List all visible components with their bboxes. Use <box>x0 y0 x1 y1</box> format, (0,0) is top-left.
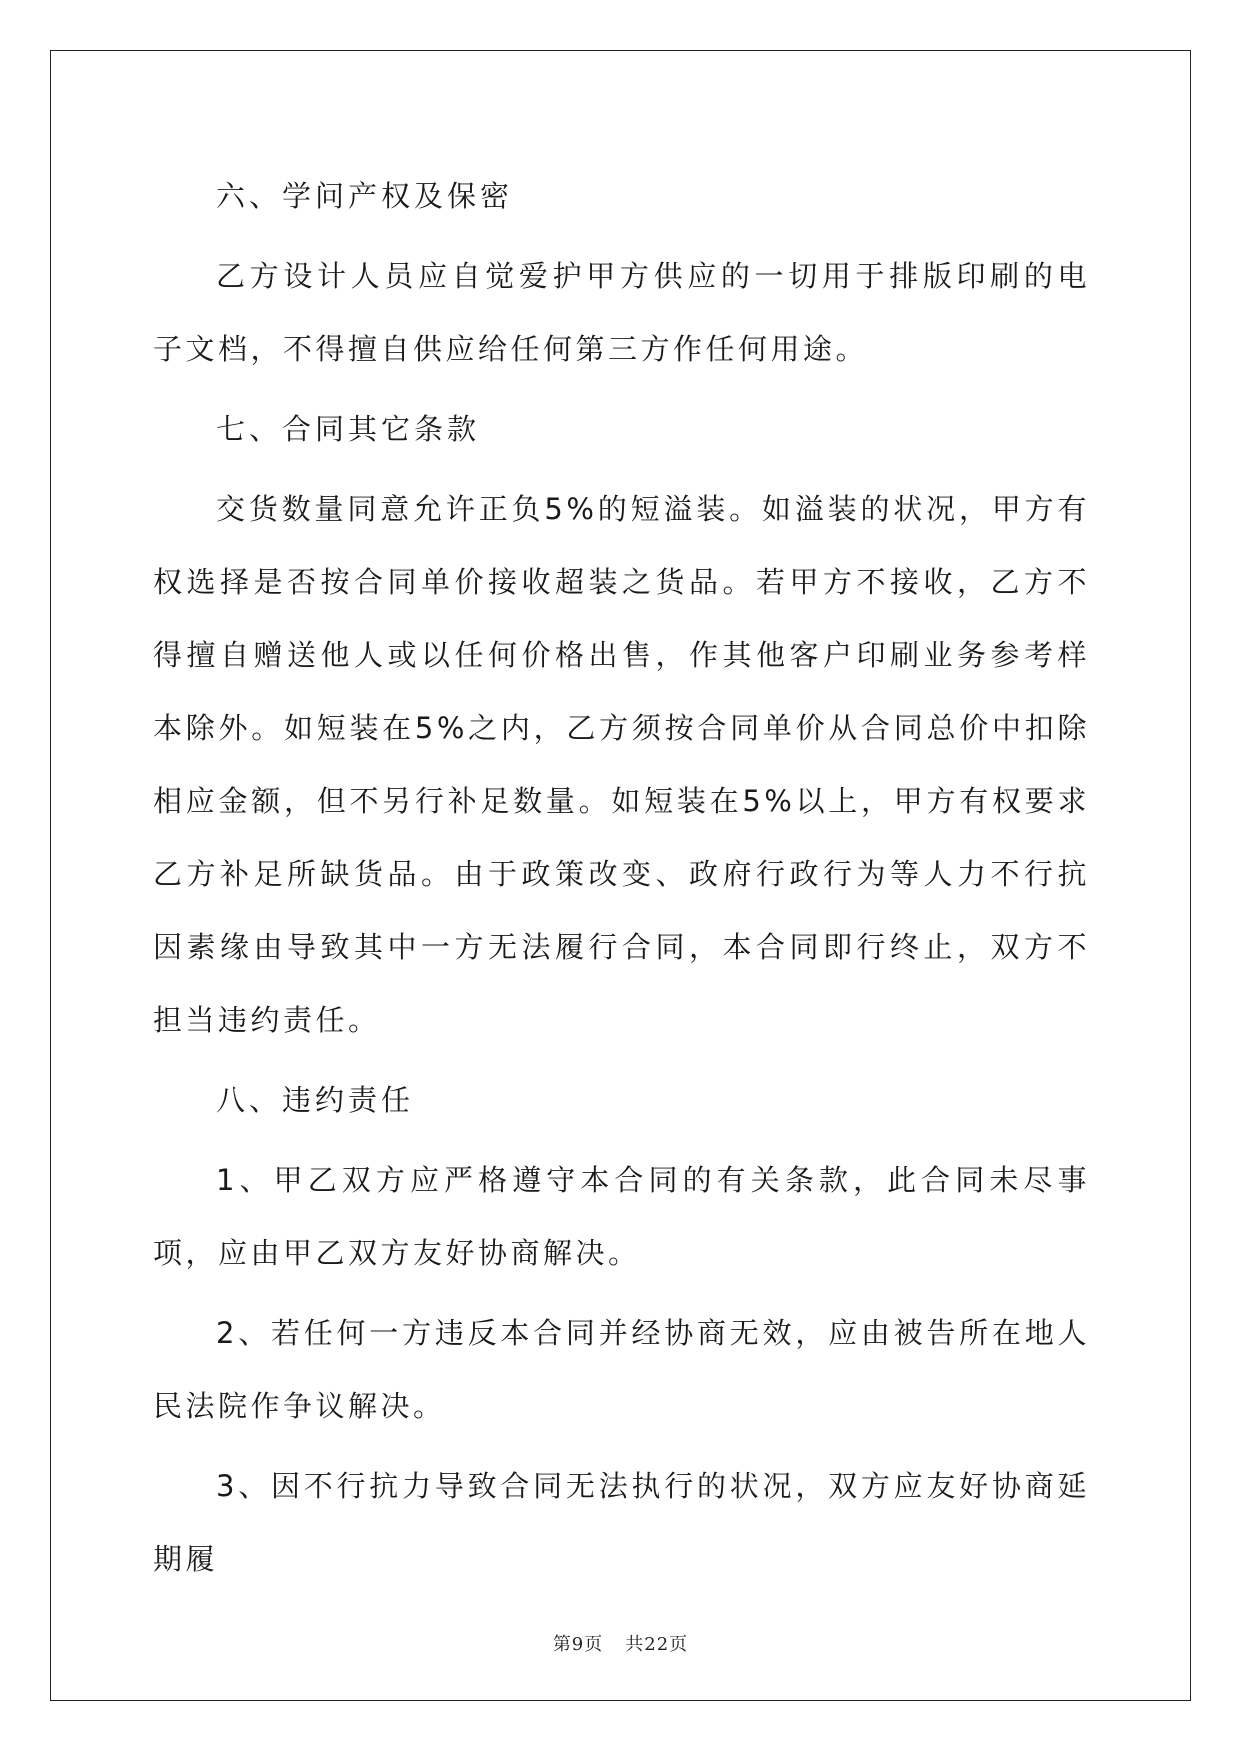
section-heading-other-terms: 七、合同其它条款 <box>216 412 481 446</box>
paragraph-breach-2: 2、若任何一方违反本合同并经协商无效，应由被告所在地人民法院作争议解决。 <box>153 1316 1090 1423</box>
paragraph-breach-1: 1、甲乙双方应严格遵守本合同的有关条款，此合同未尽事项，应由甲乙双方友好协商解决。 <box>153 1163 1090 1270</box>
section-heading-breach: 八、违约责任 <box>216 1083 415 1117</box>
paragraph-breach-3: 3、因不行抗力导致合同无法执行的状况，双方应友好协商延期履 <box>153 1469 1090 1576</box>
page-footer <box>0 1630 1241 1656</box>
document-body <box>153 160 1090 1596</box>
total-pages: 共22页 <box>625 1634 689 1655</box>
section-heading-ip: 六、学问产权及保密 <box>216 179 514 213</box>
page-number: 第9页 <box>552 1634 604 1655</box>
paragraph-ip: 乙方设计人员应自觉爱护甲方供应的一切用于排版印刷的电子文档，不得擅自供应给任何第三方作任何用途。 <box>153 259 1090 366</box>
paragraph-delivery: 交货数量同意允许正负5%的短溢装。如溢装的状况，甲方有权选择是否按合同单价接收超装之货品。若甲方不接收，乙方不得擅自赠送他人或以任何价格出售，作其他客户印刷业务参考样本除外。如短装在5%之内，乙方须按合同单价从合同总价中扣除相应金额，但不另行补足数量。如短装在5%以上，甲方有权要求乙方补足所缺货品。由于政策改变、政府行政行为等人力不行抗因素缘由导致其中一方无法履行合同，本合同即行终止，双方不担当违约责任。 <box>153 492 1090 1037</box>
